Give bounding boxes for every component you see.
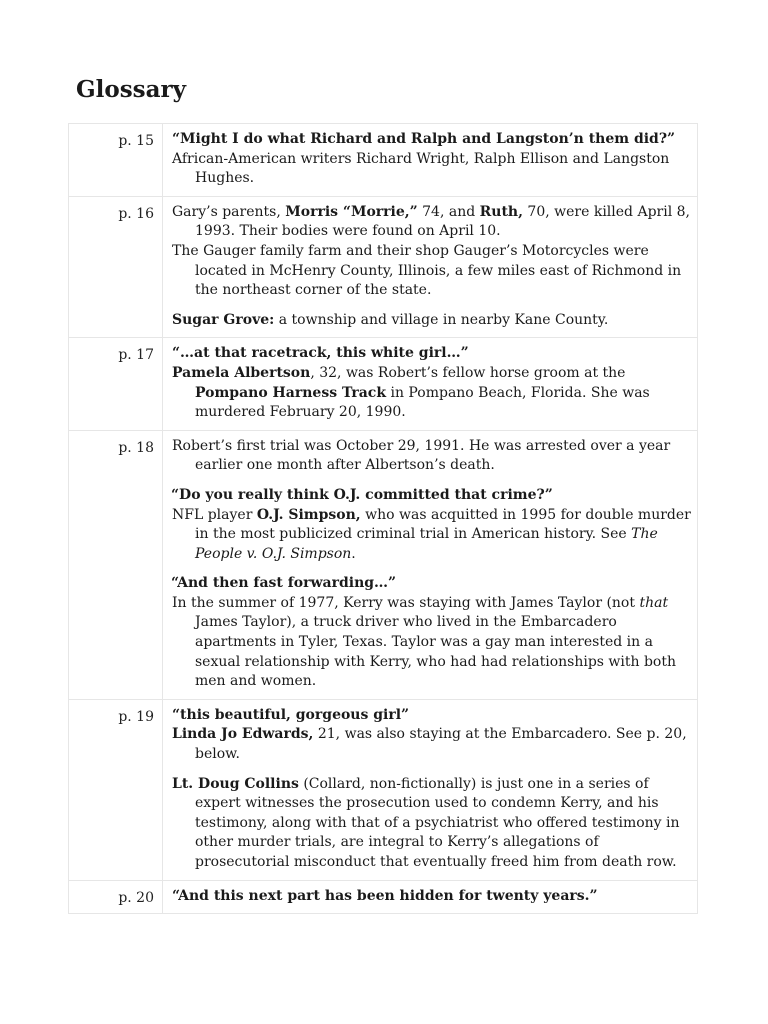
entry-content [163, 699, 698, 880]
quote-heading: “Do you really think O.J. committed that crime?” [171, 486, 553, 503]
glossary-row [69, 430, 698, 699]
term: Pompano Harness Track [195, 384, 387, 401]
page-title: Glossary [76, 76, 187, 103]
page-ref: p. 19 [69, 699, 163, 880]
glossary-row [69, 699, 698, 880]
page-ref: p. 15 [69, 124, 163, 197]
entry-text: The Gauger family farm and their shop Gauger’s Motorcycles were located in McHenry County, Illinois, a few miles east of Richmond in the northeast corner of the state. [172, 242, 682, 299]
term: Morris “Morrie,” [285, 203, 418, 220]
entry-text: Pamela Albertson, 32, was Robert’s fellow horse groom at the Pompano Harness Track in Pompano Beach, Florida. She was murdered February 20, 1990. [172, 364, 650, 421]
glossary-row [69, 338, 698, 430]
entry-content [163, 338, 698, 430]
emphasis: that [639, 594, 669, 611]
page-ref: p. 17 [69, 338, 163, 430]
glossary-row [69, 124, 698, 197]
entry-text: Linda Jo Edwards, 21, was also staying at the Embarcadero. See p. 20, below. [172, 726, 687, 763]
term: O.J. Simpson, [256, 506, 361, 523]
entry-text: NFL player O.J. Simpson, who was acquitted in 1995 for double murder in the most publicized criminal trial in American history. See The People v. O.J. Simpson. [172, 506, 691, 562]
title-reference: The People v. O.J. Simpson [195, 526, 658, 562]
quote-heading: “…at that racetrack, this white girl…” [172, 345, 469, 362]
entry-text: Sugar Grove: a township and village in nearby Kane County. [172, 311, 609, 328]
entry-content [163, 430, 698, 699]
entry-content [163, 124, 698, 197]
quote-heading: “And then fast forwarding…” [171, 575, 397, 592]
term: Pamela Albertson [172, 364, 311, 381]
entry-content [163, 196, 698, 338]
entry-text: In the summer of 1977, Kerry was staying with James Taylor (not that James Taylor), a truck driver who lived in the Embarcadero apartments in Tyler, Texas. Taylor was a gay man interested in a sexual relationship with Kerry, who had had relationships with both men and women. [172, 594, 676, 690]
entry-text: Gary’s parents, Morris “Morrie,” 74, and Ruth, 70, were killed April 8, 1993. Their bodies were found on April 10. [172, 203, 690, 240]
entry-text: Lt. Doug Collins (Collard, non-fictionally) is just one in a series of expert witnesses the prosecution used to condemn Kerry, and his testimony, along with that of a psychiatrist who offered testimony in other murder trials, are integral to Kerry’s allegations of prosecutorial misconduct that eventually freed him from death row. [172, 775, 680, 870]
term: Lt. Doug Collins [172, 775, 299, 792]
term: Sugar Grove: [172, 311, 275, 328]
quote-heading: “Might I do what Richard and Ralph and Langston’n them did?” [172, 131, 676, 147]
page-ref: p. 18 [69, 430, 163, 699]
term: Linda Jo Edwards, [172, 726, 314, 743]
entry-content [163, 880, 698, 914]
glossary-table [68, 123, 698, 914]
glossary-row [69, 196, 698, 338]
quote-heading: “this beautiful, gorgeous girl” [172, 706, 410, 723]
term: Ruth, [479, 203, 523, 220]
entry-text: Robert’s first trial was October 29, 1991. He was arrested over a year earlier one month after Albertson’s death. [172, 437, 671, 474]
page-ref: p. 16 [69, 196, 163, 338]
page-ref: p. 20 [69, 880, 163, 914]
entry-text: African-American writers Richard Wright, Ralph Ellison and Langston Hughes. [172, 150, 670, 187]
quote-heading: “And this next part has been hidden for twenty years.” [172, 887, 598, 904]
glossary-row [69, 880, 698, 914]
